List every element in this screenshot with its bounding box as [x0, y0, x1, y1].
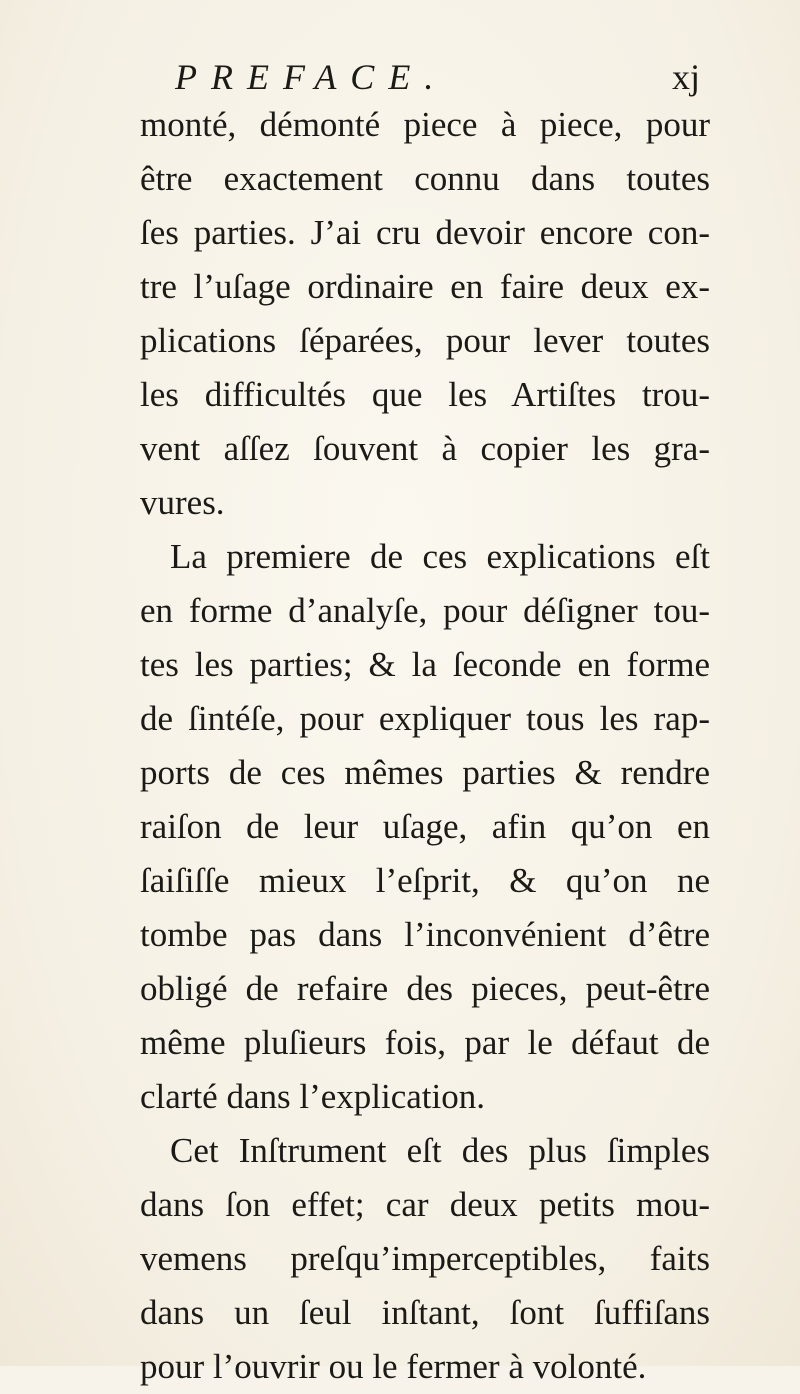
text-line: tombe pas dans l’inconvénient d’être: [140, 915, 710, 954]
text-line: dans un ſeul inſtant, ſont ſuffiſans: [140, 1293, 710, 1332]
text-line: obligé de refaire des pieces, peut-être: [140, 969, 710, 1008]
text-line: Cet Inſtrument eſt des plus ſimples: [170, 1131, 710, 1170]
text-line: être exactement connu dans toutes: [140, 159, 710, 198]
text-line: ſes parties. J’ai cru devoir encore con-: [140, 213, 710, 252]
text-line: dans ſon effet; car deux petits mou-: [140, 1185, 710, 1224]
text-line: ſaiſiſſe mieux l’eſprit, & qu’on ne: [140, 861, 710, 900]
text-line: en forme d’analyſe, pour déſigner tou-: [140, 591, 710, 630]
text-line: ports de ces mêmes parties & rendre: [140, 753, 710, 792]
page-number: xj: [671, 57, 700, 97]
text-line: vures.: [140, 483, 225, 522]
text-line: les difficultés que les Artiſtes trou-: [140, 375, 710, 414]
text-line: vent aſſez ſouvent à copier les gra-: [140, 429, 710, 468]
text-line: clarté dans l’explication.: [140, 1077, 485, 1116]
running-head: [140, 52, 700, 102]
running-title: PREFACE.: [175, 57, 448, 97]
text-line: tes les parties; & la ſeconde en forme: [140, 645, 710, 684]
text-line: tre l’uſage ordinaire en faire deux ex-: [140, 267, 710, 306]
body-text: [140, 98, 710, 1394]
text-line: pour l’ouvrir ou le fermer à volonté.: [140, 1347, 647, 1386]
text-line: plications ſéparées, pour lever toutes: [140, 321, 710, 360]
text-line: de ſintéſe, pour expliquer tous les rap-: [140, 699, 710, 738]
text-line: monté, démonté piece à piece, pour: [140, 105, 710, 144]
text-line: La premiere de ces explications eſt: [170, 537, 710, 576]
text-line: vemens preſqu’imperceptibles, faits: [140, 1239, 710, 1278]
text-line: raiſon de leur uſage, afin qu’on en: [140, 807, 710, 846]
text-line: même pluſieurs fois, par le défaut de: [140, 1023, 710, 1062]
